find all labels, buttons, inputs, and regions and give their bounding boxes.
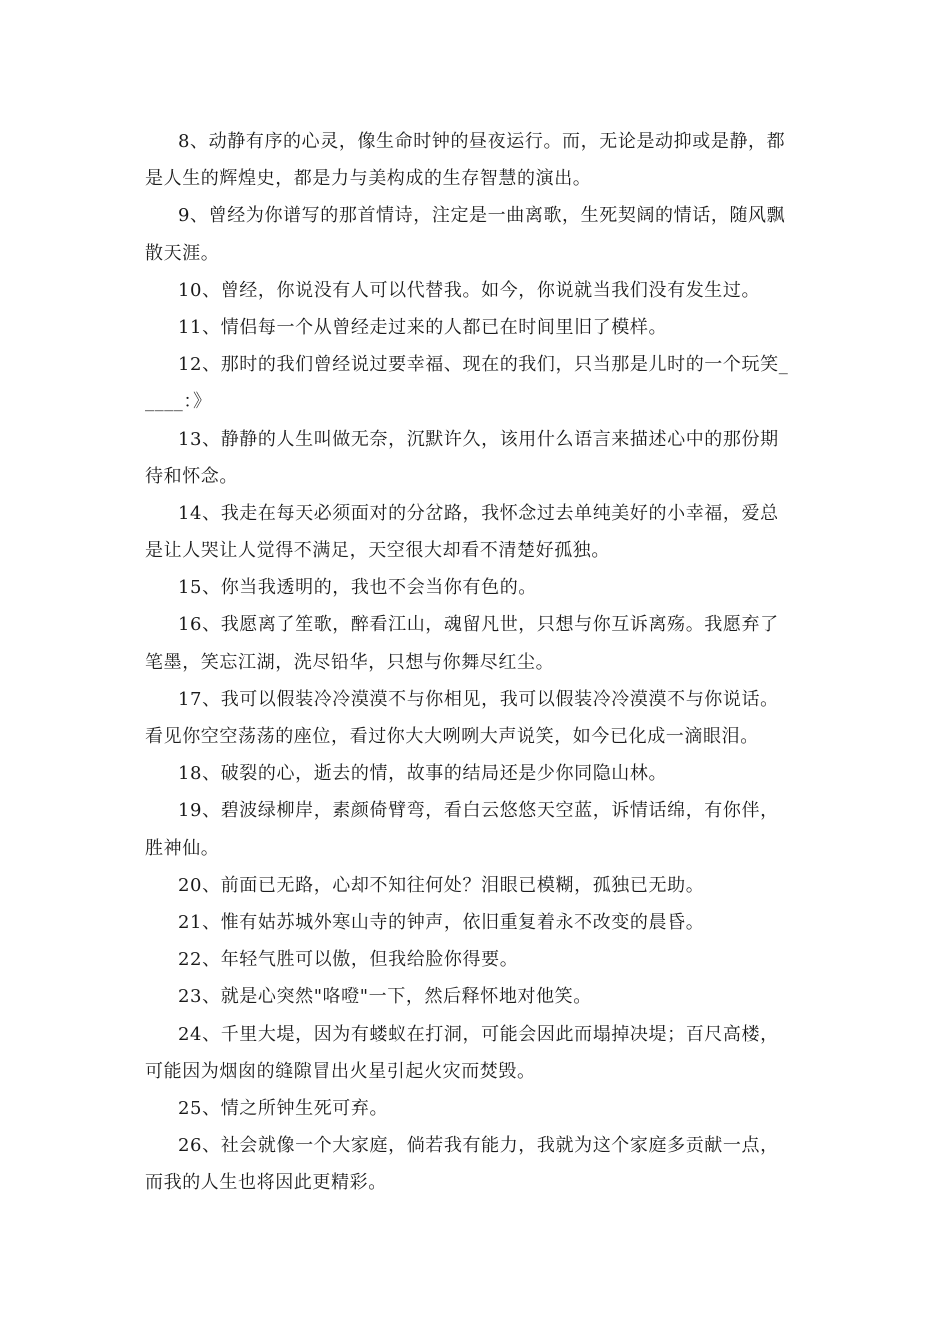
- paragraph: [145, 867, 809, 904]
- paragraph-line: 14、我走在每天必须面对的分岔路，我怀念过去单纯美好的小幸福，爱总: [178, 502, 779, 524]
- paragraph: [145, 1016, 809, 1090]
- paragraph: [145, 904, 809, 941]
- paragraph: [145, 309, 809, 346]
- paragraph-line: 可能因为烟囱的缝隙冒出火星引起火灾而焚毁。: [145, 1060, 536, 1082]
- paragraph-line: 26、社会就像一个大家庭，倘若我有能力，我就为这个家庭多贡献一点，: [178, 1135, 779, 1157]
- paragraph: [145, 792, 809, 866]
- paragraph: [145, 1090, 809, 1127]
- paragraph-line: 胜神仙。: [145, 837, 220, 859]
- paragraph-line: 19、碧波绿柳岸，素颜倚臂弯，看白云悠悠天空蓝，诉情话绵，有你伴，: [178, 800, 779, 822]
- paragraph-line: 10、曾经，你说没有人可以代替我。如今，你说就当我们没有发生过。: [178, 279, 761, 301]
- paragraph: [145, 346, 809, 420]
- paragraph: [145, 978, 809, 1015]
- paragraph-line: ____：》: [145, 391, 212, 413]
- paragraph: [145, 606, 809, 680]
- paragraph-line: 18、破裂的心，逝去的情，故事的结局还是少你同隐山林。: [178, 763, 668, 785]
- paragraph: [145, 123, 809, 197]
- paragraph-line: 23、就是心突然"咯噔"一下，然后释怀地对他笑。: [178, 986, 592, 1008]
- paragraph-line: 24、千里大堤，因为有蝼蚁在打洞，可能会因此而塌掉决堤；百尺高楼，: [178, 1023, 779, 1045]
- paragraph-line: 12、那时的我们曾经说过要幸福、现在的我们，只当那是儿时的一个玩笑_: [178, 354, 789, 376]
- paragraph: [145, 941, 809, 978]
- paragraph-line: 17、我可以假装冷冷漠漠不与你相见，我可以假装冷冷漠漠不与你说话。: [178, 688, 779, 710]
- paragraph-line: 22、年轻气胜可以傲，但我给脸你得要。: [178, 949, 519, 971]
- paragraph-line: 待和怀念。: [145, 465, 238, 487]
- paragraph-line: 笔墨，笑忘江湖，洗尽铅华，只想与你舞尽红尘。: [145, 651, 555, 673]
- paragraph-line: 11、情侣每一个从曾经走过来的人都已在时间里旧了模样。: [178, 316, 668, 338]
- paragraph: [145, 495, 809, 569]
- paragraph: [145, 681, 809, 755]
- paragraph-line: 20、前面已无路，心却不知往何处？泪眼已模糊，孤独已无助。: [178, 874, 705, 896]
- paragraph-line: 8、动静有序的心灵，像生命时钟的昼夜运行。而，无论是动抑或是静，都: [178, 131, 786, 152]
- paragraph-line: 是让人哭让人觉得不满足，天空很大却看不清楚好孤独。: [145, 540, 610, 562]
- paragraph: [145, 569, 809, 606]
- paragraph-line: 15、你当我透明的，我也不会当你有色的。: [178, 577, 537, 599]
- paragraph: [145, 755, 809, 792]
- paragraph-line: 散天涯。: [145, 242, 220, 264]
- paragraph: [145, 197, 809, 271]
- paragraph-line: 25、情之所钟生死可弃。: [178, 1097, 389, 1119]
- paragraph-line: 9、曾经为你谱写的那首情诗，注定是一曲离歌，生死契阔的情话，随风飘: [178, 205, 786, 227]
- paragraph-line: 看见你空空荡荡的座位，看过你大大咧咧大声说笑，如今已化成一滴眼泪。: [145, 726, 759, 747]
- paragraph-line: 21、惟有姑苏城外寒山寺的钟声，依旧重复着永不改变的晨昏。: [178, 911, 705, 933]
- paragraph-line: 而我的人生也将因此更精彩。: [145, 1172, 387, 1194]
- paragraph-line: 16、我愿离了笙歌，醉看江山，魂留凡世，只想与你互诉离殇。我愿弃了: [178, 614, 779, 636]
- paragraph: [145, 421, 809, 495]
- paragraph: [145, 1127, 809, 1201]
- paragraph-line: 13、静静的人生叫做无奈，沉默许久，该用什么语言来描述心中的那份期: [178, 428, 779, 450]
- document-body: [145, 123, 809, 1201]
- paragraph-line: 是人生的辉煌史，都是力与美构成的生存智慧的演出。: [145, 168, 592, 190]
- paragraph: [145, 272, 809, 309]
